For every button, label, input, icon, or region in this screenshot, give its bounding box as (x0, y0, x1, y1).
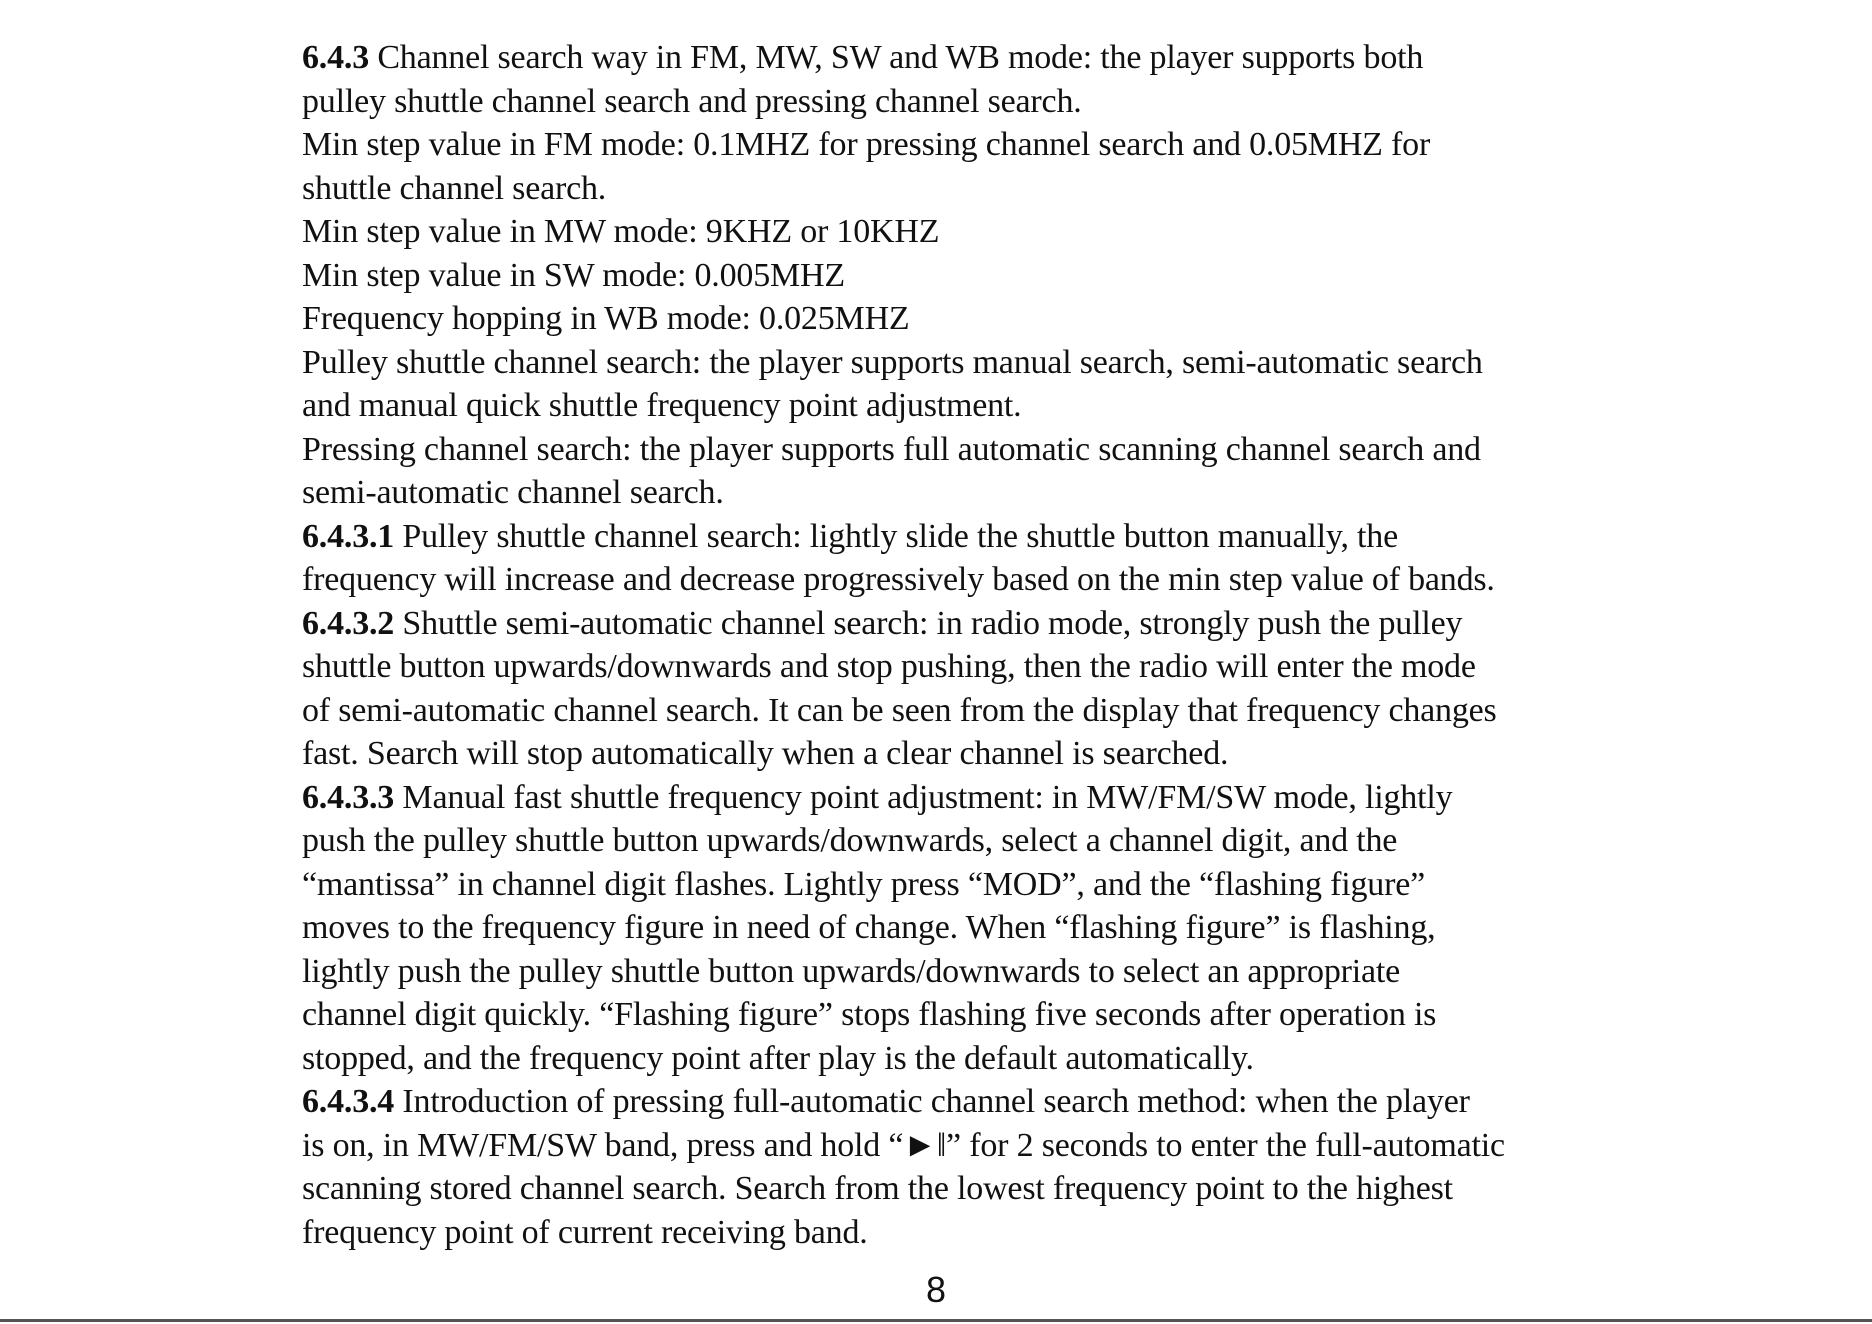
line-text: Introduction of pressing full-automatic channel search method: when the player (394, 1083, 1470, 1120)
line-text: “mantissa” in channel digit flashes. Lightly press “MOD”, and the “flashing figure” (302, 865, 1426, 903)
line-text: Pulley shuttle channel search: lightly slide the shuttle button manually, the (394, 517, 1398, 555)
text-line-1 (302, 36, 1612, 80)
line-text: Min step value in SW mode: 0.005MHZ (302, 256, 845, 294)
text-line-13 (302, 558, 1612, 602)
line-text: semi-automatic channel search. (302, 474, 724, 511)
text-line-10 (302, 428, 1612, 472)
text-line-27 (302, 1167, 1612, 1211)
text-line-6 (302, 254, 1612, 298)
line-text: of semi-automatic channel search. It can be seen from the display that frequency changes (302, 691, 1497, 729)
text-line-7 (302, 297, 1612, 341)
text-line-24 (302, 1037, 1612, 1081)
line-text: Min step value in FM mode: 0.1MHZ for pressing channel search and 0.05MHZ for (302, 126, 1431, 163)
text-line-15 (302, 645, 1612, 689)
line-text: moves to the frequency figure in need of change. When “flashing figure” is flashing, (302, 909, 1436, 946)
text-line-23 (302, 993, 1612, 1037)
section-number: 6.4.3.1 (302, 517, 395, 555)
text-line-11 (302, 471, 1612, 515)
line-text: Channel search way in FM, MW, SW and WB mode: the player supports both (369, 39, 1424, 76)
line-text: frequency point of current receiving band. (302, 1213, 868, 1251)
text-line-2 (302, 80, 1612, 124)
page-number: 8 (925, 1269, 947, 1310)
line-text: stopped, and the frequency point after play is the default automatically. (302, 1039, 1254, 1077)
text-line-3 (302, 123, 1612, 167)
line-text: channel digit quickly. “Flashing figure” stops flashing five seconds after operation is (302, 996, 1437, 1033)
text-line-17 (302, 732, 1612, 776)
document-body (302, 36, 1612, 1254)
line-text: Manual fast shuttle frequency point adjustment: in MW/FM/SW mode, lightly (394, 778, 1453, 816)
line-text: Pressing channel search: the player supports full automatic scanning channel search and (302, 430, 1481, 468)
text-line-12 (302, 515, 1612, 559)
section-number: 6.4.3 (302, 39, 370, 76)
bottom-divider (0, 1319, 1872, 1322)
text-line-8 (302, 341, 1612, 385)
text-line-16 (302, 689, 1612, 733)
line-text: shuttle channel search. (302, 169, 607, 207)
line-text: is on, in MW/FM/SW band, press and hold “►ǁ” for 2 seconds to enter the full-automatic (302, 1126, 1505, 1164)
line-text: and manual quick shuttle frequency point adjustment. (302, 387, 1022, 424)
text-line-9 (302, 384, 1612, 428)
line-text: push the pulley shuttle button upwards/downwards, select a channel digit, and the (302, 822, 1398, 859)
section-number: 6.4.3.4 (302, 1083, 395, 1120)
text-line-28 (302, 1211, 1612, 1255)
text-line-22 (302, 950, 1612, 994)
text-line-14 (302, 602, 1612, 646)
line-text: fast. Search will stop automatically when a clear channel is searched. (302, 735, 1229, 772)
line-text: Frequency hopping in WB mode: 0.025MHZ (302, 300, 910, 337)
text-line-25 (302, 1080, 1612, 1124)
text-line-21 (302, 906, 1612, 950)
text-line-26 (302, 1124, 1612, 1168)
text-line-19 (302, 819, 1612, 863)
text-line-20 (302, 863, 1612, 907)
text-line-5 (302, 210, 1612, 254)
line-text: Shuttle semi-automatic channel search: in radio mode, strongly push the pulley (394, 604, 1463, 642)
line-text: frequency will increase and decrease progressively based on the min step value of bands. (302, 561, 1495, 598)
line-text: Min step value in MW mode: 9KHZ or 10KHZ (302, 213, 940, 250)
line-text: shuttle button upwards/downwards and stop pushing, then the radio will enter the mode (302, 648, 1476, 685)
text-line-18 (302, 776, 1612, 820)
section-number: 6.4.3.2 (302, 604, 395, 642)
line-text: pulley shuttle channel search and pressing channel search. (302, 82, 1082, 120)
line-text: scanning stored channel search. Search from the lowest frequency point to the highest (302, 1170, 1453, 1207)
section-number: 6.4.3.3 (302, 778, 395, 816)
line-text: Pulley shuttle channel search: the player supports manual search, semi-automatic search (302, 343, 1483, 381)
line-text: lightly push the pulley shuttle button upwards/downwards to select an appropriate (302, 952, 1401, 990)
text-line-4 (302, 167, 1612, 211)
